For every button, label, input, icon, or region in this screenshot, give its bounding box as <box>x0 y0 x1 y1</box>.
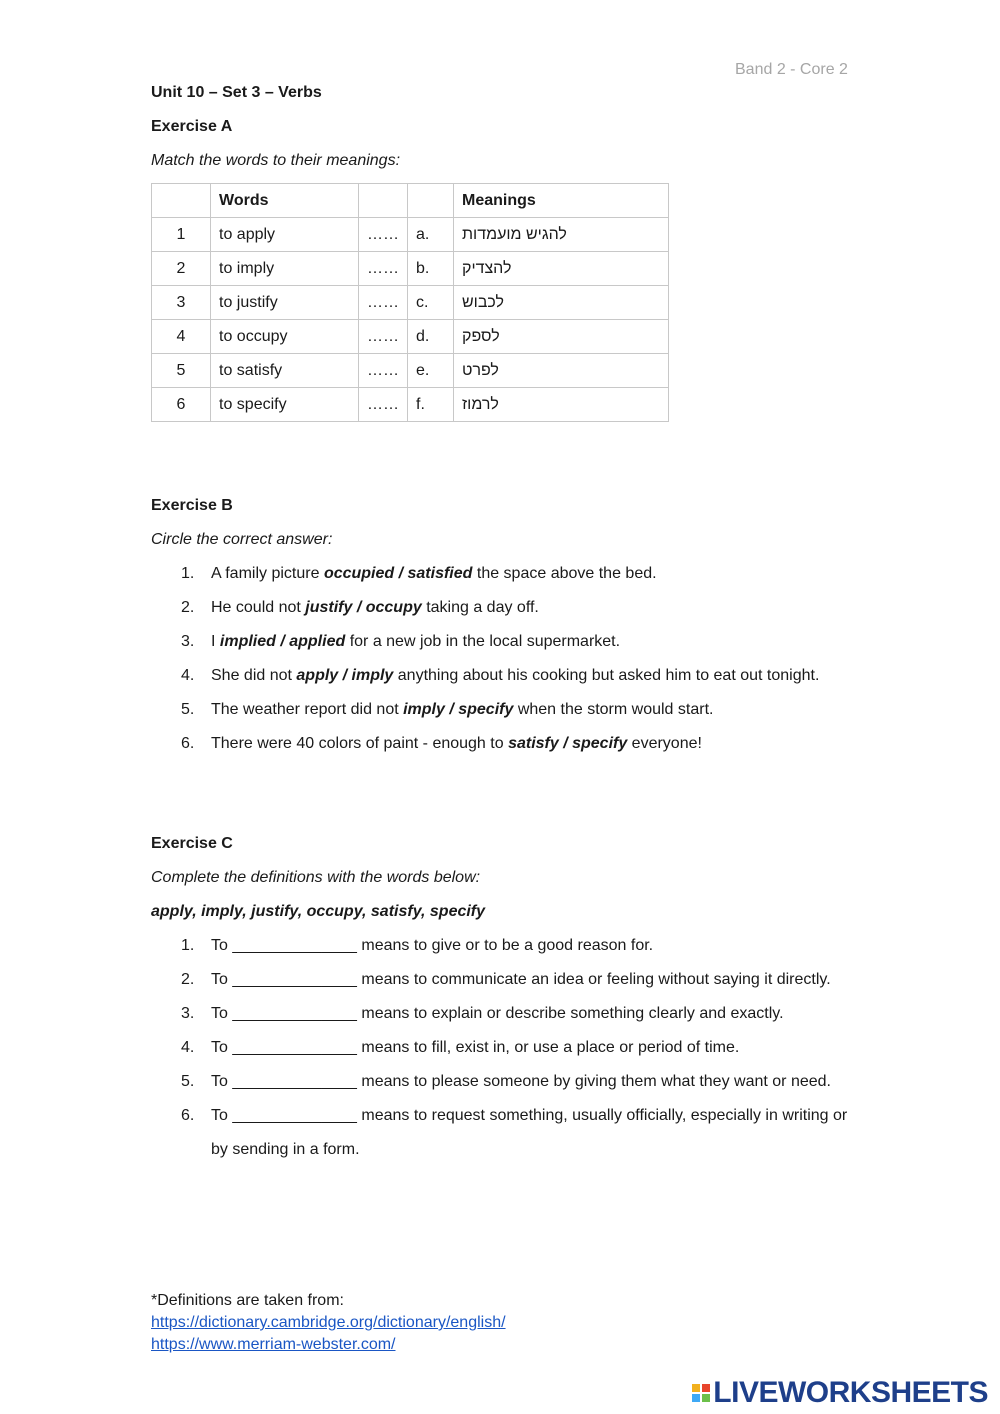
item-number: 1. <box>181 565 195 582</box>
meaning-cell: לפרט <box>454 354 669 388</box>
sentence-text: for a new job in the local supermarket. <box>345 633 621 650</box>
answer-blank[interactable]: …… <box>359 354 408 388</box>
table-header-cell <box>359 184 408 218</box>
sentence-text: There were 40 colors of paint - enough to <box>211 735 509 752</box>
exercise-c-heading: Exercise C <box>151 835 233 852</box>
sentence-text: everyone! <box>627 735 702 752</box>
item-number: 3. <box>181 633 195 650</box>
row-number: 2 <box>152 252 211 286</box>
definition-text[interactable]: To ______________ means to fill, exist in, or use a place or period of time. <box>211 1039 740 1056</box>
list-item <box>151 591 851 625</box>
answer-blank[interactable]: …… <box>359 218 408 252</box>
header-band-label: Band 2 - Core 2 <box>735 61 848 78</box>
meaning-cell: לכבוש <box>454 286 669 320</box>
list-item <box>151 1099 851 1167</box>
list-item <box>151 1031 851 1065</box>
answer-choice[interactable]: justify / occupy <box>305 599 422 616</box>
column-header-meanings: Meanings <box>454 184 669 218</box>
meaning-letter: f. <box>408 388 454 422</box>
answer-blank[interactable]: …… <box>359 388 408 422</box>
table-row <box>152 252 669 286</box>
meaning-cell: להצדיק <box>454 252 669 286</box>
column-header-words: Words <box>211 184 359 218</box>
meaning-letter: e. <box>408 354 454 388</box>
row-number: 4 <box>152 320 211 354</box>
sentence-text: The weather report did not <box>211 701 404 718</box>
word-cell: to imply <box>211 252 359 286</box>
sentence-text: the space above the bed. <box>472 565 657 582</box>
merriam-webster-link[interactable]: https://www.merriam-webster.com/ <box>151 1336 396 1353</box>
word-cell: to satisfy <box>211 354 359 388</box>
row-number: 5 <box>152 354 211 388</box>
meaning-cell: להגיש מועמדות <box>454 218 669 252</box>
sentence-text: She did not <box>211 667 297 684</box>
item-number: 5. <box>181 1073 195 1090</box>
exercise-b-heading: Exercise B <box>151 497 233 514</box>
table-row <box>152 388 669 422</box>
list-item <box>151 727 851 761</box>
answer-choice[interactable]: occupied / satisfied <box>323 565 473 582</box>
table-header-cell <box>408 184 454 218</box>
liveworksheets-logo <box>692 1376 988 1410</box>
exercise-c-instruction: Complete the definitions with the words below: <box>151 869 481 886</box>
word-cell: to occupy <box>211 320 359 354</box>
list-item <box>151 659 851 693</box>
word-cell: to justify <box>211 286 359 320</box>
logo-icon <box>692 1384 710 1402</box>
sentence-text: A family picture <box>211 565 324 582</box>
list-item <box>151 929 851 963</box>
row-number: 1 <box>152 218 211 252</box>
table-row <box>152 286 669 320</box>
answer-blank[interactable]: …… <box>359 252 408 286</box>
sentence-text: taking a day off. <box>421 599 539 616</box>
item-number: 6. <box>181 735 195 752</box>
exercise-a-instruction: Match the words to their meanings: <box>151 152 401 169</box>
row-number: 6 <box>152 388 211 422</box>
meaning-letter: d. <box>408 320 454 354</box>
item-number: 3. <box>181 1005 195 1022</box>
definition-text[interactable]: To ______________ means to please someone by giving them what they want or need. <box>211 1073 831 1090</box>
cambridge-link[interactable]: https://dictionary.cambridge.org/dictionary/english/ <box>151 1314 506 1331</box>
answer-choice[interactable]: satisfy / specify <box>508 735 628 752</box>
exercise-b-instruction: Circle the correct answer: <box>151 531 333 548</box>
logo-text: LIVEWORKSHEETS <box>713 1376 988 1409</box>
table-row <box>152 218 669 252</box>
word-bank: apply, imply, justify, occupy, satisfy, specify <box>151 903 486 920</box>
item-number: 2. <box>181 971 195 988</box>
exercise-b-list <box>151 557 851 761</box>
item-number: 1. <box>181 937 195 954</box>
answer-choice[interactable]: imply / specify <box>403 701 514 718</box>
table-header-row <box>152 184 669 218</box>
footer-sources <box>151 1290 506 1356</box>
item-number: 2. <box>181 599 195 616</box>
list-item <box>151 557 851 591</box>
sentence-text: when the storm would start. <box>513 701 714 718</box>
item-number: 5. <box>181 701 195 718</box>
item-number: 6. <box>181 1107 195 1124</box>
word-cell: to specify <box>211 388 359 422</box>
list-item <box>151 963 851 997</box>
answer-choice[interactable]: apply / imply <box>296 667 394 684</box>
exercise-a-heading: Exercise A <box>151 118 233 135</box>
item-number: 4. <box>181 1039 195 1056</box>
table-row <box>152 354 669 388</box>
table-row <box>152 320 669 354</box>
list-item <box>151 625 851 659</box>
definition-text[interactable]: To ______________ means to request something, usually officially, especially in writing or by sending in a form. <box>211 1107 848 1158</box>
answer-choice[interactable]: implied / applied <box>219 633 346 650</box>
meaning-cell: לספק <box>454 320 669 354</box>
exercise-c-list <box>151 929 851 1167</box>
sentence-text: He could not <box>211 599 306 616</box>
table-header-cell <box>152 184 211 218</box>
meaning-letter: b. <box>408 252 454 286</box>
list-item <box>151 1065 851 1099</box>
definition-text[interactable]: To ______________ means to explain or describe something clearly and exactly. <box>211 1005 784 1022</box>
row-number: 3 <box>152 286 211 320</box>
definition-text[interactable]: To ______________ means to communicate an idea or feeling without saying it directly. <box>211 971 831 988</box>
list-item <box>151 997 851 1031</box>
sentence-text: anything about his cooking but asked him to eat out tonight. <box>393 667 820 684</box>
meaning-letter: c. <box>408 286 454 320</box>
word-cell: to apply <box>211 218 359 252</box>
meaning-cell: לרמוז <box>454 388 669 422</box>
page-title: Unit 10 – Set 3 – Verbs <box>151 84 322 101</box>
meaning-letter: a. <box>408 218 454 252</box>
answer-blank[interactable]: …… <box>359 320 408 354</box>
list-item <box>151 693 851 727</box>
footer-note: *Definitions are taken from: <box>151 1292 344 1309</box>
item-number: 4. <box>181 667 195 684</box>
definition-text[interactable]: To ______________ means to give or to be a good reason for. <box>211 937 654 954</box>
answer-blank[interactable]: …… <box>359 286 408 320</box>
sentence-text: I <box>211 633 220 650</box>
matching-table <box>151 183 669 422</box>
